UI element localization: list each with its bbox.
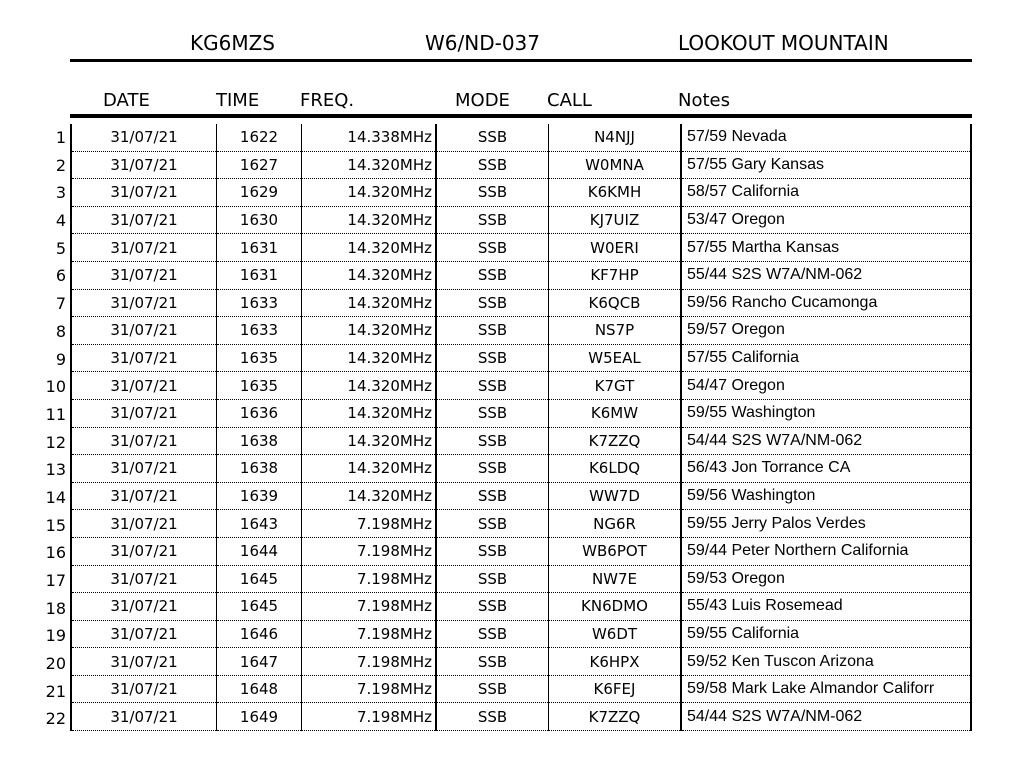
cell-time: 1629 xyxy=(217,179,302,207)
cell-time: 1647 xyxy=(217,648,302,676)
cell-call: W5EAL xyxy=(549,344,682,372)
cell-call: K7GT xyxy=(549,372,682,400)
cell-mode: SSB xyxy=(436,124,549,151)
cell-notes: 54/47 Oregon xyxy=(681,372,971,400)
cell-date: 31/07/21 xyxy=(71,537,217,565)
table-row xyxy=(71,620,971,648)
cell-call: K6LDQ xyxy=(549,455,682,483)
row-number: 18 xyxy=(45,598,66,618)
cell-date: 31/07/21 xyxy=(71,372,217,400)
cell-call: N4NJJ xyxy=(549,124,682,151)
row-number: 15 xyxy=(45,515,66,535)
cell-mode: SSB xyxy=(436,206,549,234)
row-number: 1 xyxy=(55,128,66,147)
cell-time: 1649 xyxy=(217,703,302,731)
cell-date: 31/07/21 xyxy=(71,510,217,538)
cell-time: 1648 xyxy=(217,675,302,703)
row-number: 12 xyxy=(45,432,66,452)
cell-notes: 59/55 Washington xyxy=(681,399,971,427)
cell-mode: SSB xyxy=(436,648,549,676)
column-header-mode: MODE xyxy=(455,90,510,111)
cell-freq: 7.198MHz xyxy=(302,620,437,648)
row-number: 22 xyxy=(45,709,66,729)
cell-freq: 14.320MHz xyxy=(302,344,437,372)
table-row xyxy=(71,427,971,455)
cell-freq: 14.320MHz xyxy=(302,289,437,317)
cell-mode: SSB xyxy=(436,593,549,621)
cell-notes: 59/56 Rancho Cucamonga xyxy=(681,289,971,317)
row-number: 3 xyxy=(55,183,66,203)
row-number: 8 xyxy=(55,321,66,341)
cell-date: 31/07/21 xyxy=(71,482,217,510)
cell-call: K7ZZQ xyxy=(549,427,682,455)
cell-call: WB6POT xyxy=(549,537,682,565)
row-number: 6 xyxy=(55,266,66,286)
cell-freq: 7.198MHz xyxy=(302,648,437,676)
cell-date: 31/07/21 xyxy=(71,289,217,317)
table-row xyxy=(71,510,971,538)
cell-freq: 14.338MHz xyxy=(302,124,437,151)
cell-date: 31/07/21 xyxy=(71,593,217,621)
table-row xyxy=(71,289,971,317)
cell-date: 31/07/21 xyxy=(71,620,217,648)
cell-notes: 55/44 S2S W7A/NM-062 xyxy=(681,261,971,289)
cell-notes: 58/57 California xyxy=(681,179,971,207)
cell-freq: 7.198MHz xyxy=(302,593,437,621)
row-number: 20 xyxy=(45,654,66,674)
table-row xyxy=(71,399,971,427)
cell-freq: 14.320MHz xyxy=(302,234,437,262)
cell-date: 31/07/21 xyxy=(71,703,217,731)
cell-call: WW7D xyxy=(549,482,682,510)
cell-mode: SSB xyxy=(436,261,549,289)
cell-notes: 55/43 Luis Rosemead xyxy=(681,593,971,621)
cell-freq: 14.320MHz xyxy=(302,206,437,234)
cell-mode: SSB xyxy=(436,344,549,372)
cell-time: 1636 xyxy=(217,399,302,427)
cell-call: KJ7UIZ xyxy=(549,206,682,234)
cell-time: 1645 xyxy=(217,593,302,621)
cell-call: W0MNA xyxy=(549,151,682,179)
cell-freq: 14.320MHz xyxy=(302,482,437,510)
cell-notes: 59/57 Oregon xyxy=(681,317,971,345)
row-number: 5 xyxy=(55,238,66,258)
cell-notes: 59/53 Oregon xyxy=(681,565,971,593)
cell-time: 1644 xyxy=(217,537,302,565)
cell-date: 31/07/21 xyxy=(71,151,217,179)
cell-call: K6MW xyxy=(549,399,682,427)
cell-date: 31/07/21 xyxy=(71,317,217,345)
operator-callsign: KG6MZS xyxy=(190,31,275,55)
row-number: 16 xyxy=(45,543,66,563)
header-divider xyxy=(70,59,972,62)
table-row xyxy=(71,565,971,593)
column-header-date: DATE xyxy=(103,90,150,111)
cell-time: 1633 xyxy=(217,317,302,345)
cell-freq: 14.320MHz xyxy=(302,151,437,179)
cell-time: 1635 xyxy=(217,344,302,372)
table-row xyxy=(71,124,971,151)
cell-call: K6KMH xyxy=(549,179,682,207)
column-header-notes: Notes xyxy=(678,90,730,111)
cell-freq: 7.198MHz xyxy=(302,537,437,565)
table-row xyxy=(71,537,971,565)
row-number: 11 xyxy=(45,404,66,424)
cell-notes: 59/55 Jerry Palos Verdes xyxy=(681,510,971,538)
cell-call: NS7P xyxy=(549,317,682,345)
cell-date: 31/07/21 xyxy=(71,206,217,234)
table-row xyxy=(71,455,971,483)
cell-notes: 59/55 California xyxy=(681,620,971,648)
cell-mode: SSB xyxy=(436,455,549,483)
cell-mode: SSB xyxy=(436,289,549,317)
column-header-freq: FREQ. xyxy=(300,90,355,111)
cell-date: 31/07/21 xyxy=(71,565,217,593)
table-row xyxy=(71,344,971,372)
row-number: 13 xyxy=(45,460,66,480)
row-number: 7 xyxy=(55,294,66,314)
cell-time: 1631 xyxy=(217,261,302,289)
cell-notes: 57/55 California xyxy=(681,344,971,372)
cell-date: 31/07/21 xyxy=(71,399,217,427)
cell-freq: 7.198MHz xyxy=(302,565,437,593)
cell-date: 31/07/21 xyxy=(71,427,217,455)
cell-date: 31/07/21 xyxy=(71,261,217,289)
cell-date: 31/07/21 xyxy=(71,455,217,483)
cell-freq: 14.320MHz xyxy=(302,179,437,207)
cell-call: KF7HP xyxy=(549,261,682,289)
cell-mode: SSB xyxy=(436,565,549,593)
row-number-column xyxy=(36,124,66,733)
cell-notes: 57/55 Gary Kansas xyxy=(681,151,971,179)
cell-time: 1643 xyxy=(217,510,302,538)
table-row xyxy=(71,593,971,621)
cell-time: 1638 xyxy=(217,427,302,455)
cell-time: 1622 xyxy=(217,124,302,151)
qso-log-table xyxy=(70,124,972,734)
table-row xyxy=(71,206,971,234)
table-row xyxy=(71,675,971,703)
cell-call: W0ERI xyxy=(549,234,682,262)
summit-name: LOOKOUT MOUNTAIN xyxy=(678,31,889,55)
table-row xyxy=(71,234,971,262)
cell-mode: SSB xyxy=(436,620,549,648)
cell-time: 1639 xyxy=(217,482,302,510)
table-row xyxy=(71,482,971,510)
cell-time: 1638 xyxy=(217,455,302,483)
cell-time: 1627 xyxy=(217,151,302,179)
cell-mode: SSB xyxy=(436,703,549,731)
cell-call: K6HPX xyxy=(549,648,682,676)
cell-date: 31/07/21 xyxy=(71,675,217,703)
row-number: 2 xyxy=(55,155,66,175)
cell-date: 31/07/21 xyxy=(71,344,217,372)
row-number: 14 xyxy=(45,487,66,507)
cell-call: K6FEJ xyxy=(549,675,682,703)
table-row xyxy=(71,151,971,179)
table-row xyxy=(71,261,971,289)
cell-notes: 54/44 S2S W7A/NM-062 xyxy=(681,703,971,731)
cell-mode: SSB xyxy=(436,399,549,427)
cell-notes: 59/58 Mark Lake Almandor Califorr xyxy=(681,675,971,703)
cell-notes: 59/52 Ken Tuscon Arizona xyxy=(681,648,971,676)
row-number: 9 xyxy=(55,349,66,369)
row-number: 17 xyxy=(45,571,66,590)
row-number: 4 xyxy=(55,211,66,231)
cell-notes: 59/56 Washington xyxy=(681,482,971,510)
table-row xyxy=(71,372,971,400)
cell-freq: 14.320MHz xyxy=(302,427,437,455)
cell-call: K6QCB xyxy=(549,289,682,317)
cell-freq: 14.320MHz xyxy=(302,317,437,345)
cell-time: 1645 xyxy=(217,565,302,593)
cell-notes: 59/44 Peter Northern California xyxy=(681,537,971,565)
cell-date: 31/07/21 xyxy=(71,648,217,676)
cell-mode: SSB xyxy=(436,317,549,345)
table-row xyxy=(71,703,971,731)
cell-call: NG6R xyxy=(549,510,682,538)
cell-freq: 14.320MHz xyxy=(302,261,437,289)
cell-mode: SSB xyxy=(436,482,549,510)
column-header-time: TIME xyxy=(216,90,260,111)
cell-mode: SSB xyxy=(436,234,549,262)
cell-date: 31/07/21 xyxy=(71,179,217,207)
row-number: 19 xyxy=(45,626,66,646)
cell-mode: SSB xyxy=(436,151,549,179)
cell-freq: 14.320MHz xyxy=(302,399,437,427)
cell-freq: 7.198MHz xyxy=(302,675,437,703)
column-header-call: CALL xyxy=(547,90,592,111)
cell-freq: 14.320MHz xyxy=(302,372,437,400)
table-row xyxy=(71,317,971,345)
column-header-divider xyxy=(70,114,972,118)
cell-freq: 14.320MHz xyxy=(302,455,437,483)
cell-call: K7ZZQ xyxy=(549,703,682,731)
cell-mode: SSB xyxy=(436,427,549,455)
table-row xyxy=(71,179,971,207)
cell-date: 31/07/21 xyxy=(71,234,217,262)
cell-notes: 54/44 S2S W7A/NM-062 xyxy=(681,427,971,455)
cell-call: NW7E xyxy=(549,565,682,593)
cell-mode: SSB xyxy=(436,372,549,400)
cell-freq: 7.198MHz xyxy=(302,703,437,731)
cell-freq: 7.198MHz xyxy=(302,510,437,538)
cell-mode: SSB xyxy=(436,675,549,703)
cell-notes: 57/59 Nevada xyxy=(681,124,971,151)
cell-mode: SSB xyxy=(436,510,549,538)
cell-time: 1631 xyxy=(217,234,302,262)
cell-mode: SSB xyxy=(436,537,549,565)
summit-reference: W6/ND-037 xyxy=(425,31,540,55)
cell-time: 1630 xyxy=(217,206,302,234)
table-row xyxy=(71,648,971,676)
cell-date: 31/07/21 xyxy=(71,124,217,151)
cell-time: 1635 xyxy=(217,372,302,400)
row-number: 10 xyxy=(45,377,66,397)
cell-call: KN6DMO xyxy=(549,593,682,621)
cell-notes: 53/47 Oregon xyxy=(681,206,971,234)
cell-time: 1633 xyxy=(217,289,302,317)
cell-call: W6DT xyxy=(549,620,682,648)
cell-mode: SSB xyxy=(436,179,549,207)
cell-notes: 57/55 Martha Kansas xyxy=(681,234,971,262)
row-number: 21 xyxy=(45,681,66,701)
cell-time: 1646 xyxy=(217,620,302,648)
cell-notes: 56/43 Jon Torrance CA xyxy=(681,455,971,483)
